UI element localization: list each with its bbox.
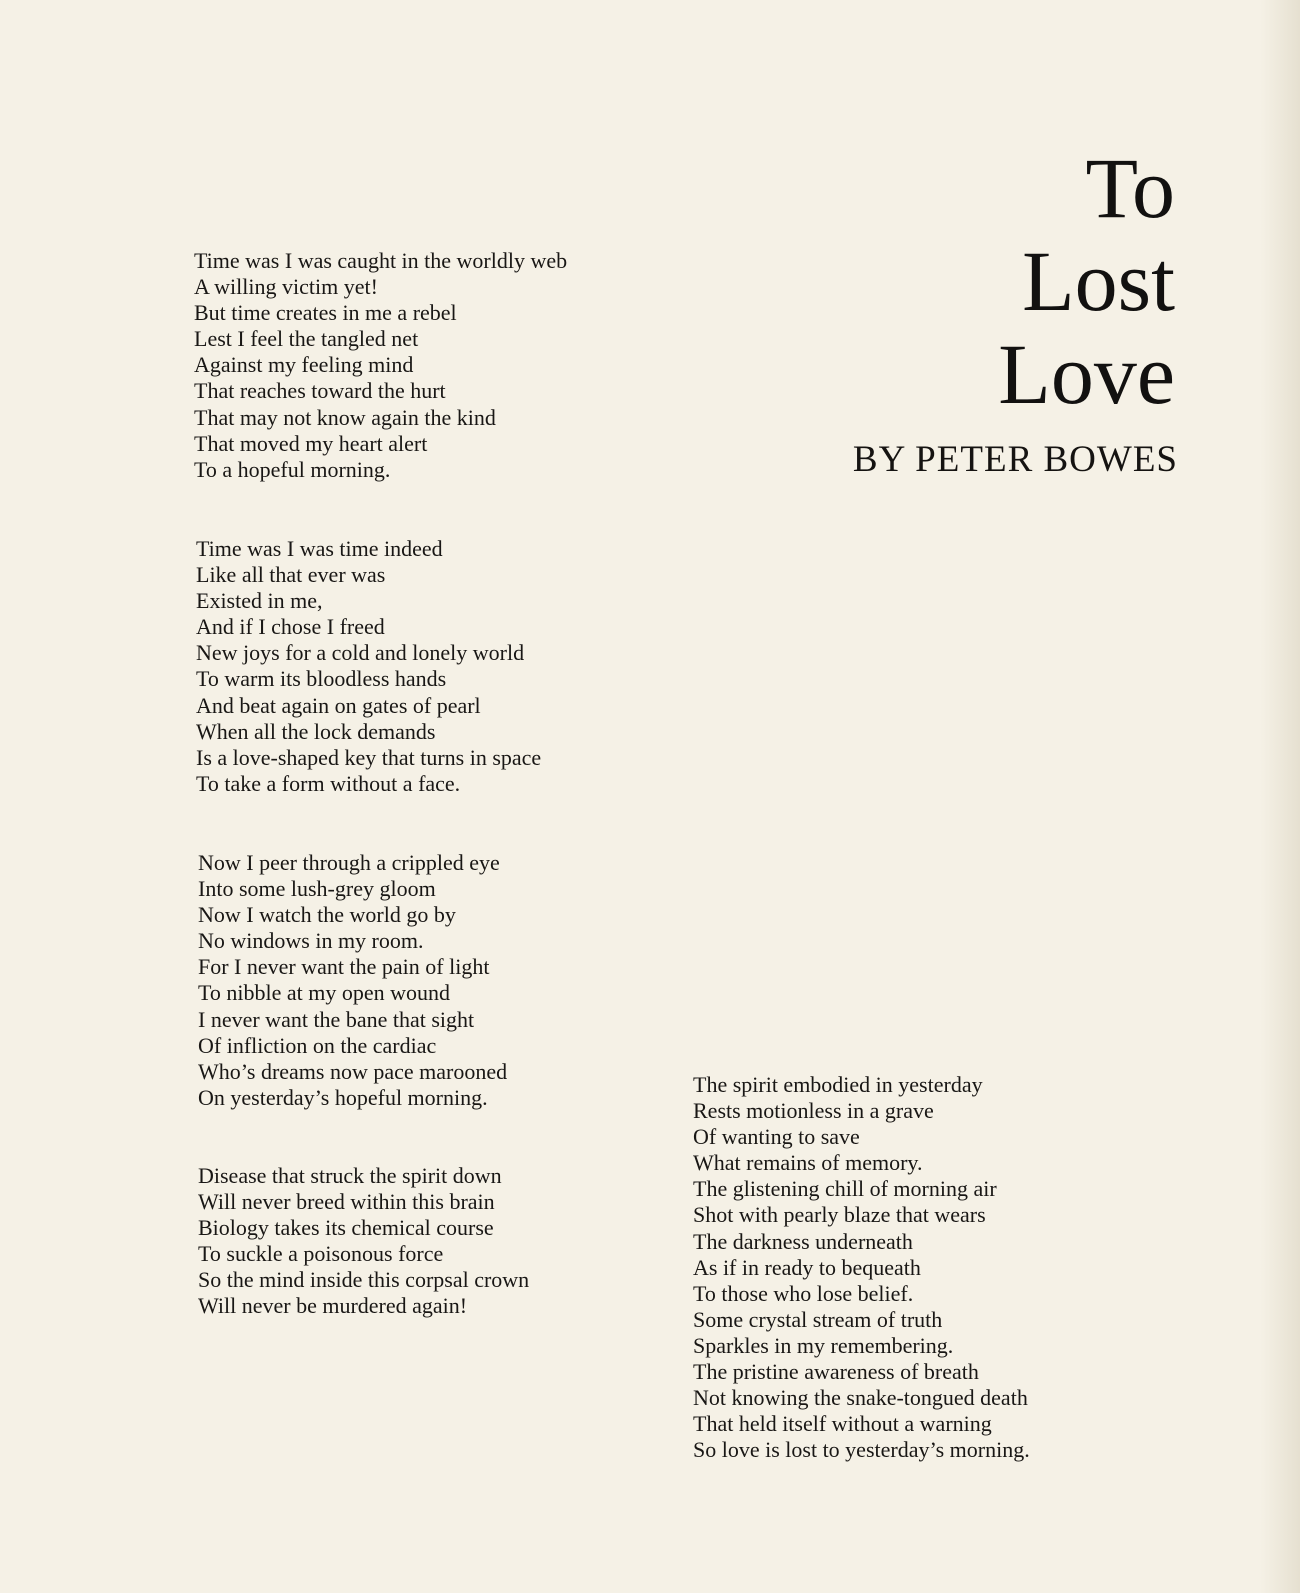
- poem-line: To suckle a poisonous force: [198, 1241, 444, 1267]
- poem-line: The darkness underneath: [693, 1228, 913, 1254]
- poem-line: That may not know again the kind: [194, 404, 496, 430]
- poem-line: What remains of memory.: [693, 1150, 923, 1176]
- poem-line: To those who lose belief.: [693, 1280, 914, 1306]
- poem-line: So the mind inside this corpsal crown: [198, 1267, 530, 1293]
- stanza: [194, 248, 567, 483]
- poem-line: I never want the bane that sight: [198, 1006, 475, 1032]
- poem-line: But time creates in me a rebel: [194, 300, 457, 326]
- poem-line: The glistening chill of morning air: [693, 1176, 997, 1202]
- poem-line: Of infliction on the cardiac: [198, 1032, 437, 1058]
- poem-line: Who’s dreams now pace marooned: [198, 1058, 508, 1084]
- poem-line: Will never be murdered again!: [198, 1293, 468, 1319]
- page-edge-shade: [1260, 0, 1300, 1593]
- poem-line: Rests motionless in a grave: [693, 1098, 934, 1124]
- poem-line: Biology takes its chemical course: [198, 1215, 494, 1241]
- poem-line: The pristine awareness of breath: [693, 1359, 979, 1385]
- poem-line: So love is lost to yesterday’s morning.: [693, 1437, 1030, 1463]
- poem-line: Disease that struck the spirit down: [198, 1163, 502, 1188]
- poem-line: Against my feeling mind: [194, 352, 414, 378]
- poem-line: That reaches toward the hurt: [194, 378, 446, 404]
- author-byline: BY PETER BOWES: [852, 439, 1178, 480]
- poem-line: To warm its bloodless hands: [196, 666, 447, 692]
- poem-line: New joys for a cold and lonely world: [196, 640, 525, 666]
- poem-line: Not knowing the snake-tongued death: [693, 1385, 1028, 1411]
- stanza: [198, 850, 507, 1111]
- poem-line: A willing victim yet!: [194, 274, 378, 300]
- poem-line: Existed in me,: [196, 588, 323, 614]
- poem-line: That moved my heart alert: [194, 430, 428, 456]
- poem-line: Will never breed within this brain: [198, 1189, 495, 1215]
- poem-title: [998, 142, 1175, 421]
- poem-line: That held itself without a warning: [693, 1411, 992, 1437]
- title-line: To: [1085, 140, 1175, 236]
- poem-line: Sparkles in my remembering.: [693, 1332, 954, 1358]
- stanza: [198, 1163, 529, 1320]
- poem-line: And beat again on gates of pearl: [196, 692, 481, 718]
- poem-line: The spirit embodied in yesterday: [693, 1072, 983, 1097]
- poem-line: Time was I was caught in the worldly web: [194, 248, 568, 273]
- stanza: [196, 536, 541, 797]
- poem-line: For I never want the pain of light: [198, 954, 490, 980]
- poem-line: Lest I feel the tangled net: [194, 326, 419, 352]
- stanza: [693, 1072, 1030, 1463]
- poem-line: No windows in my room.: [198, 928, 424, 954]
- title-line: Lost: [1022, 233, 1175, 329]
- poem-line: Like all that ever was: [196, 562, 386, 588]
- poem-line: Of wanting to save: [693, 1124, 860, 1150]
- poem-line: Shot with pearly blaze that wears: [693, 1202, 986, 1228]
- poem-line: To nibble at my open wound: [198, 980, 451, 1006]
- poem-line: To a hopeful morning.: [194, 456, 391, 482]
- poem-line: When all the lock demands: [196, 718, 436, 744]
- poem-line: Into some lush-grey gloom: [198, 876, 436, 902]
- poem-line: To take a form without a face.: [196, 770, 461, 796]
- poem-line: Now I peer through a crippled eye: [198, 850, 500, 875]
- poem-line: Is a love-shaped key that turns in space: [196, 744, 542, 770]
- poem-line: On yesterday’s hopeful morning.: [198, 1084, 488, 1110]
- title-line: Love: [998, 326, 1175, 422]
- poem-line: Now I watch the world go by: [198, 902, 456, 928]
- poem-line: As if in ready to bequeath: [693, 1254, 921, 1280]
- poem-line: Some crystal stream of truth: [693, 1306, 943, 1332]
- poem-line: And if I chose I freed: [196, 614, 385, 640]
- poem-line: Time was I was time indeed: [196, 536, 443, 561]
